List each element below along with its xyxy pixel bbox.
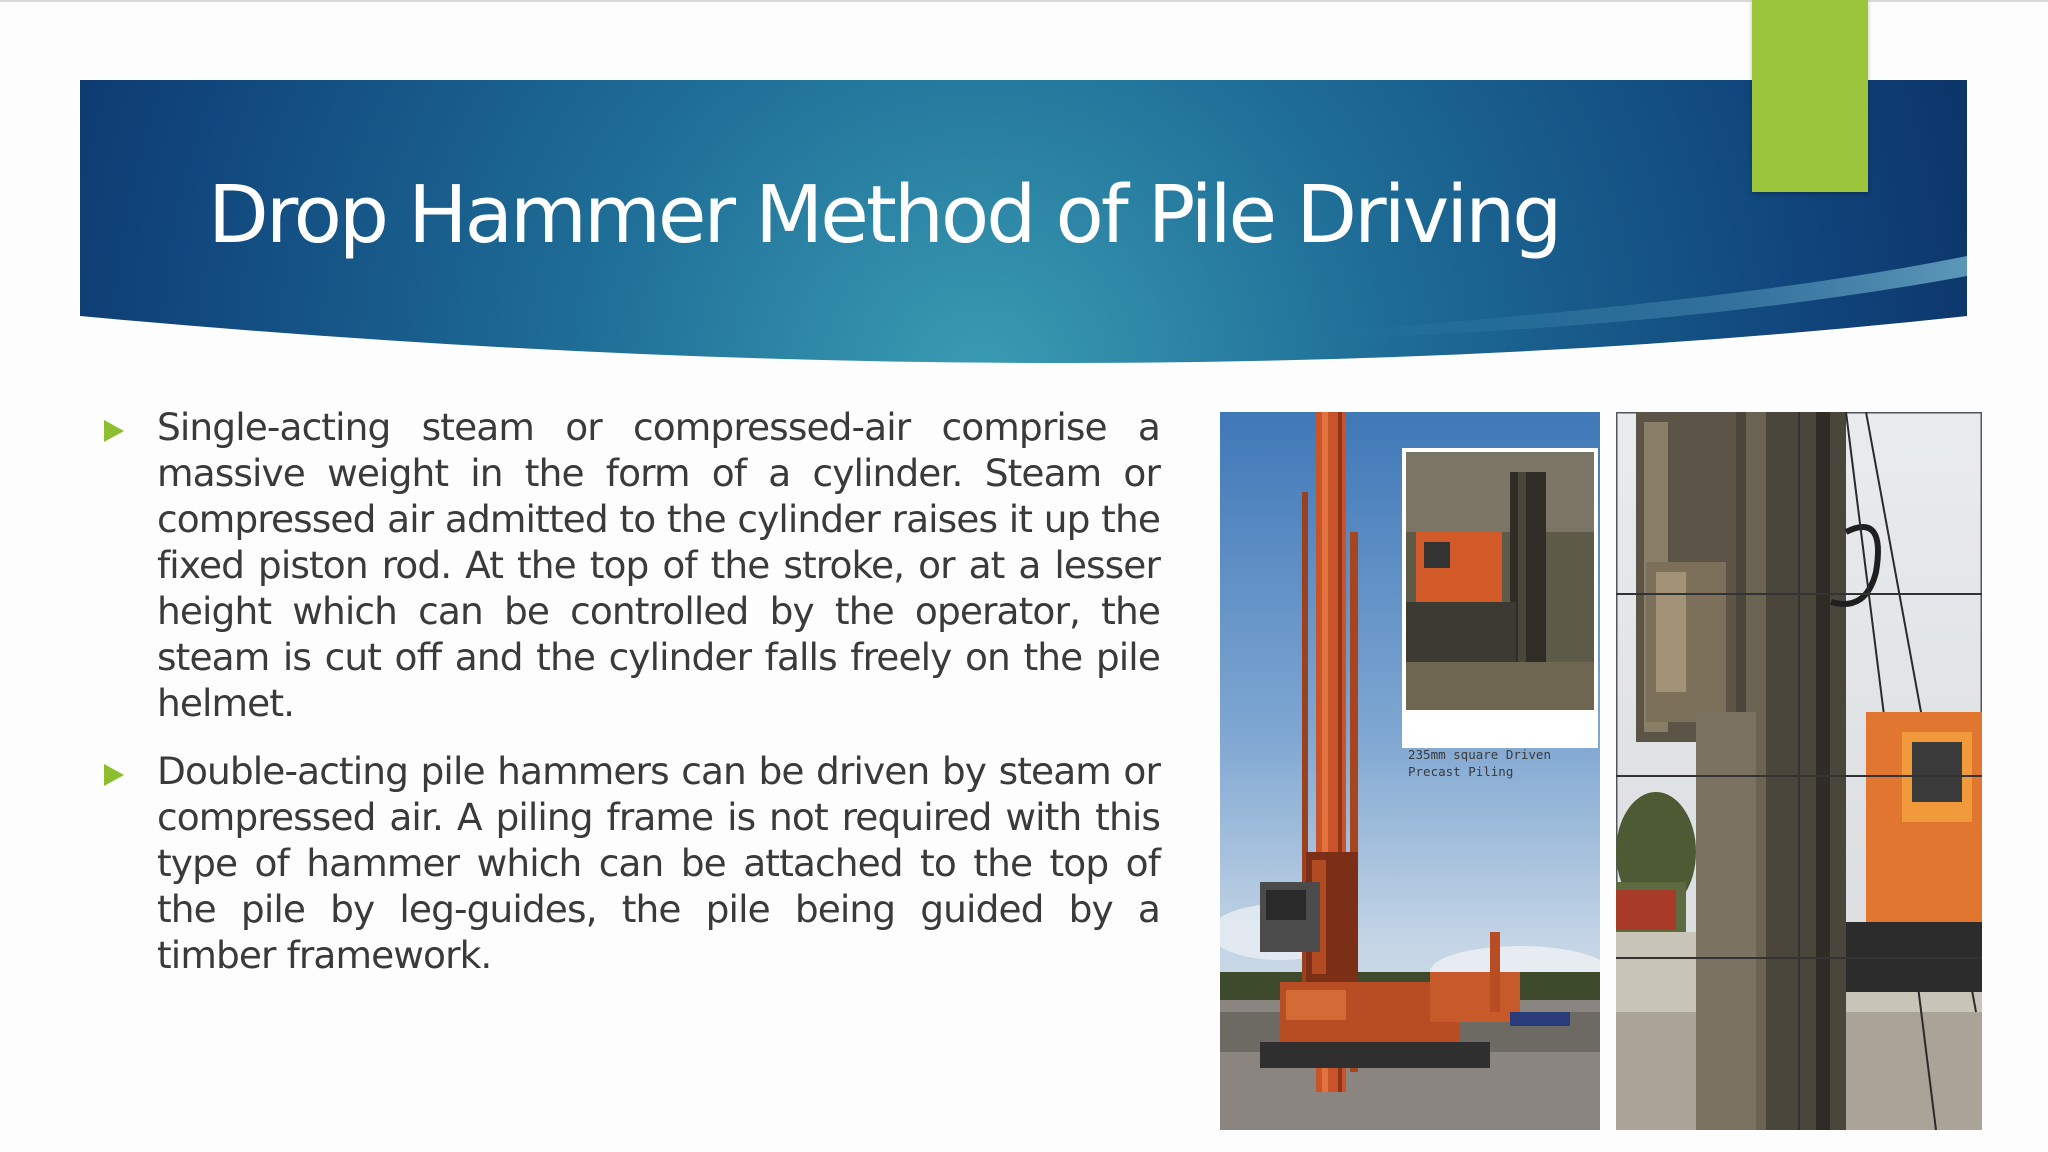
bullet-text: Double-acting pile hammers can be driven by steam or compressed air. A piling frame is not required with this type of hammer which can be attached to the top of the pile by leg-guides, the pile being guided by a timber framework. (157, 749, 1160, 977)
bullet-list (100, 404, 1160, 1000)
bullet-item (100, 404, 1160, 726)
slide-title: Drop Hammer Method of Pile Driving (208, 169, 1560, 261)
bullet-arrow-icon (104, 764, 124, 786)
bullet-arrow-icon (104, 420, 124, 442)
photo-caption: 235mm square Driven Precast Piling (1408, 747, 1551, 779)
accent-tab (1752, 0, 1868, 192)
bullet-item (100, 748, 1160, 978)
drop-hammer-photo (1616, 412, 1982, 1130)
bullet-text: Single-acting steam or compressed-air comprise a massive weight in the form of a cylinder. Steam or compressed air admitted to the cylinder raises it up the fixed piston rod. At the top of the stroke, or at a lesser height which can be controlled by the operator, the steam is cut off and the cylinder falls freely on the pile helmet. (157, 405, 1160, 725)
